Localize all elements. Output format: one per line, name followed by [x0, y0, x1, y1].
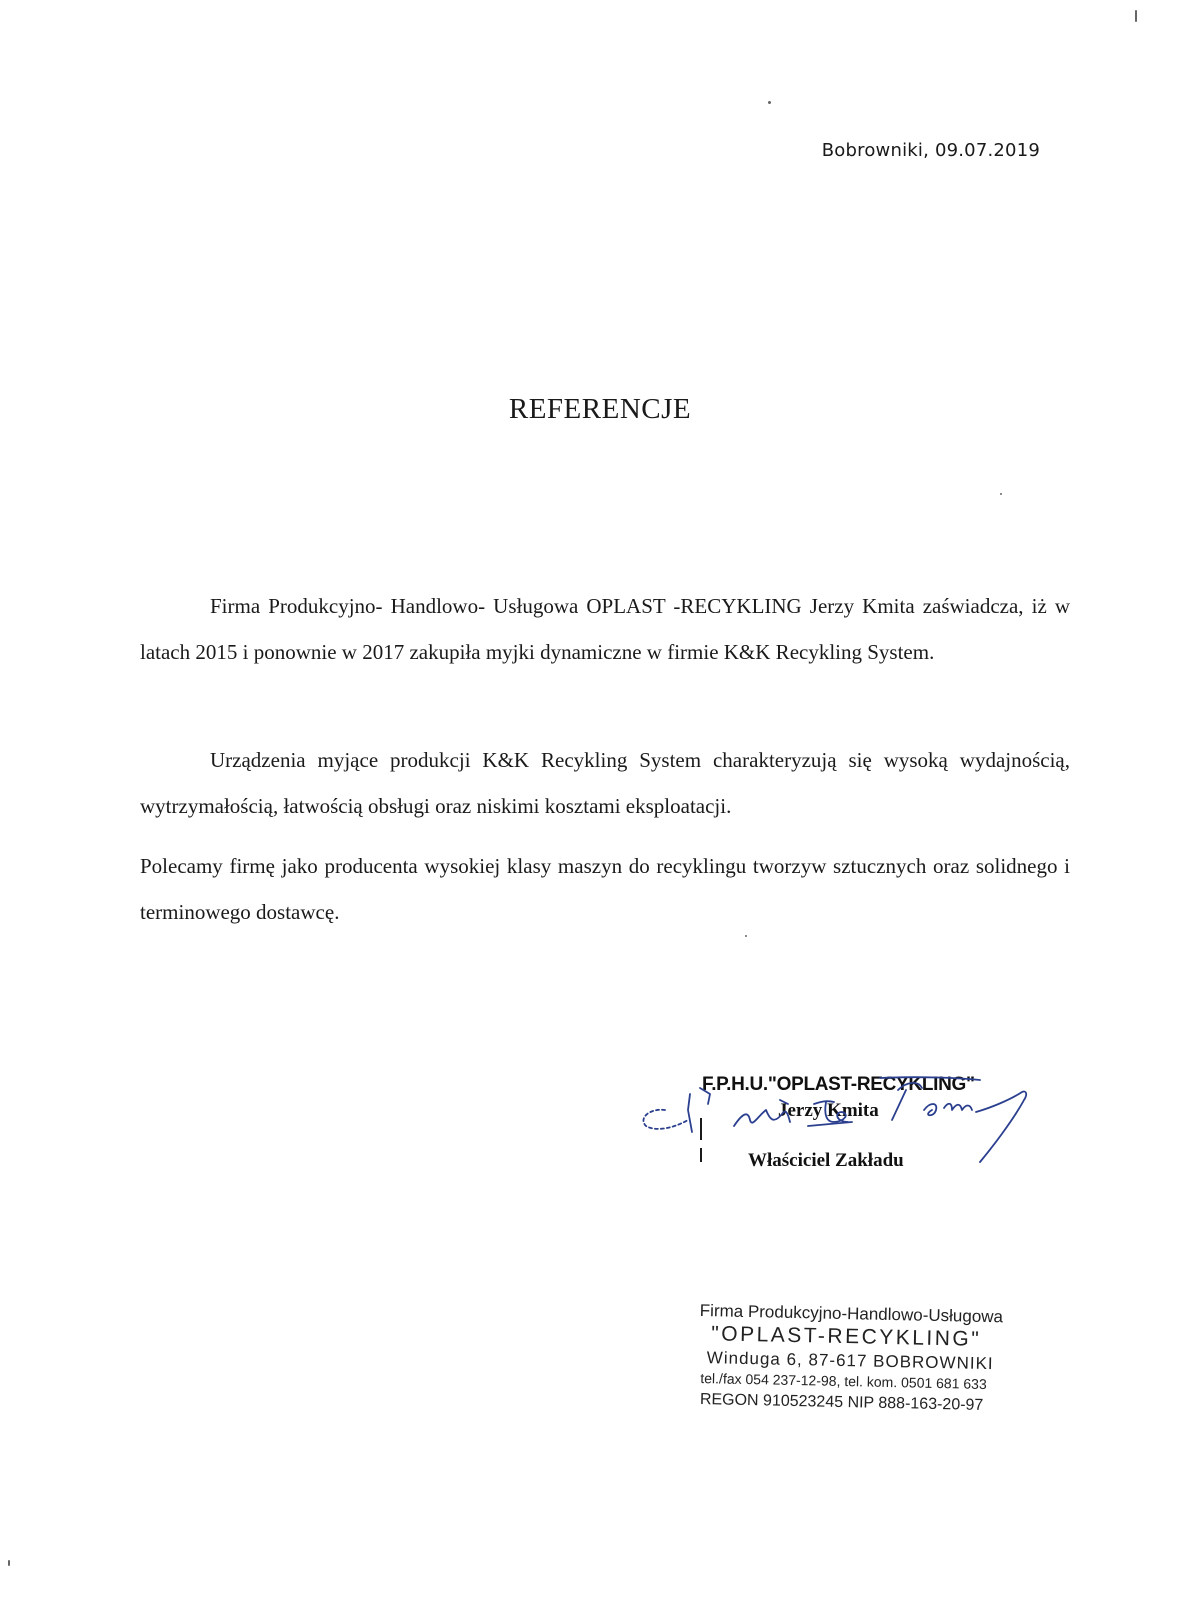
scan-speck: [745, 935, 747, 937]
company-stamp-name: "OPLAST-RECYKLING": [711, 1322, 982, 1351]
company-stamp-phone: tel./fax 054 237-12-98, tel. kom. 0501 681 633: [700, 1370, 987, 1393]
document-title: REFERENCJE: [508, 393, 692, 425]
paragraph-2: Urządzenia myjące produkcji K&K Recykling System charakteryzują się wysoką wydajnością, wytrzymałością, łatwością obsługi oraz niskimi kosztami eksploatacji.: [140, 748, 1070, 818]
scan-speck: [8, 1560, 10, 1566]
company-stamp-address: Winduga 6, 87-617 BOBROWNIKI: [706, 1348, 994, 1374]
paragraph-3: Polecamy firmę jako producenta wysokiej klasy maszyn do recyklingu tworzyw sztucznych oraz solidnego i terminowego dostawcę.: [140, 854, 1070, 924]
company-stamp-type: Firma Produkcyjno-Handlowo-Usługowa: [699, 1300, 1004, 1327]
place-and-date: Bobrowniki, 09.07.2019: [821, 140, 1040, 161]
paragraph-1: Firma Produkcyjno- Handlowo- Usługowa OPLAST -RECYKLING Jerzy Kmita zaświadcza, iż w latach 2015 i ponownie w 2017 zakupiła myjki dynamiczne w firmie K&K Recykling System.: [140, 594, 1070, 664]
scan-speck: [1000, 493, 1002, 495]
signature-block: [630, 1070, 1070, 1230]
stamp-company-name: F.P.H.U."OPLAST-RECYKLING": [702, 1074, 975, 1095]
scan-speck: [1135, 10, 1137, 22]
handwritten-signature-icon: [630, 1070, 1070, 1230]
company-stamp-registry: REGON 910523245 NIP 888-163-20-97: [699, 1391, 984, 1414]
stamp-owner-title: Właściciel Zakładu: [748, 1150, 904, 1171]
stamp-owner-name: Jerzy Kmita: [778, 1100, 879, 1121]
company-stamp: [698, 1300, 1030, 1417]
scan-speck: [768, 101, 771, 104]
